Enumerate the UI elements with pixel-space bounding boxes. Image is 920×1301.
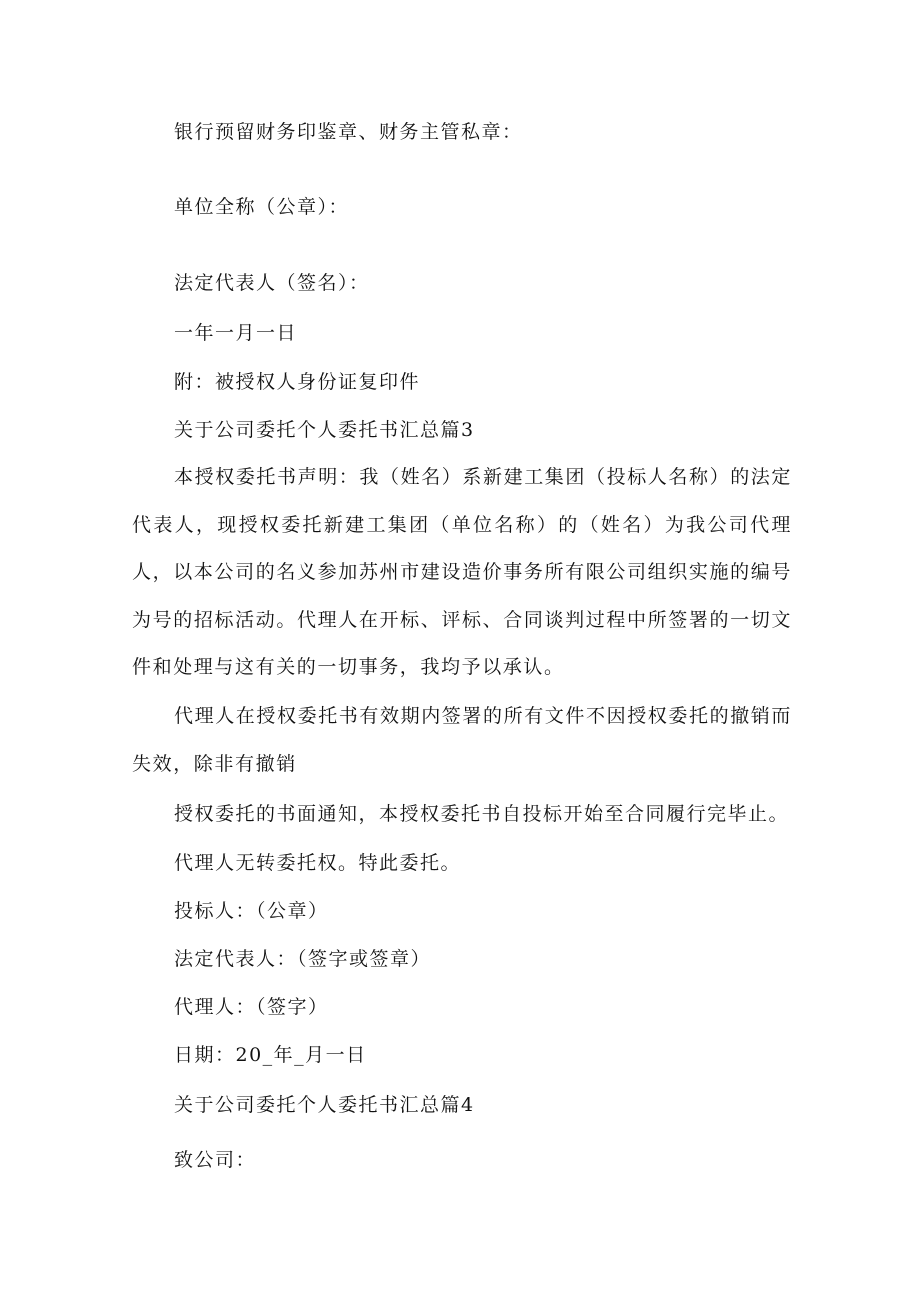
no-subdelegation-line: 代理人无转委托权。特此委托。 [174,852,462,874]
attachment-line: 附：被授权人身份证复印件 [174,371,421,393]
section-heading-3: 关于公司委托个人委托书汇总篇3 [174,419,475,441]
section-heading-4: 关于公司委托个人委托书汇总篇4 [174,1094,475,1116]
agent-signature-line: 代理人：（签字） [174,996,329,1018]
unit-name-line: 单位全称（公章）： [174,196,350,218]
declaration-paragraph: 本授权委托书声明：我（姓名）系新建工集团（投标人名称）的法定代表人，现授权委托新建工集团（单位名称）的（姓名）为我公司代理人，以本公司的名义参加苏州市建设造价事务所有限公司组织实施的编号为号的招标活动。代理人在开标、评标、合同谈判过程中所签署的一切文件和处理与这有关的一切事务，我均予以承认。 [132,466,793,678]
date-line: 一年一月一日 [174,322,298,344]
date-field-line: 日期：20_年_月一日 [174,1044,367,1066]
validity-paragraph: 代理人在授权委托书有效期内签署的所有文件不因授权委托的撤销而失效，除非有撤销 [132,705,793,775]
bidder-seal-line: 投标人：（公章） [174,900,329,922]
addressee-line: 致公司： [174,1149,257,1171]
notice-line: 授权委托的书面通知，本授权委托书自投标开始至合同履行完毕止。 [174,803,790,825]
legal-rep-signature-line: 法定代表人（签名）： [174,272,370,294]
legal-rep-line: 法定代表人：（签字或签章） [174,948,432,970]
bank-seal-line: 银行预留财务印鉴章、财务主管私章： [174,121,523,143]
